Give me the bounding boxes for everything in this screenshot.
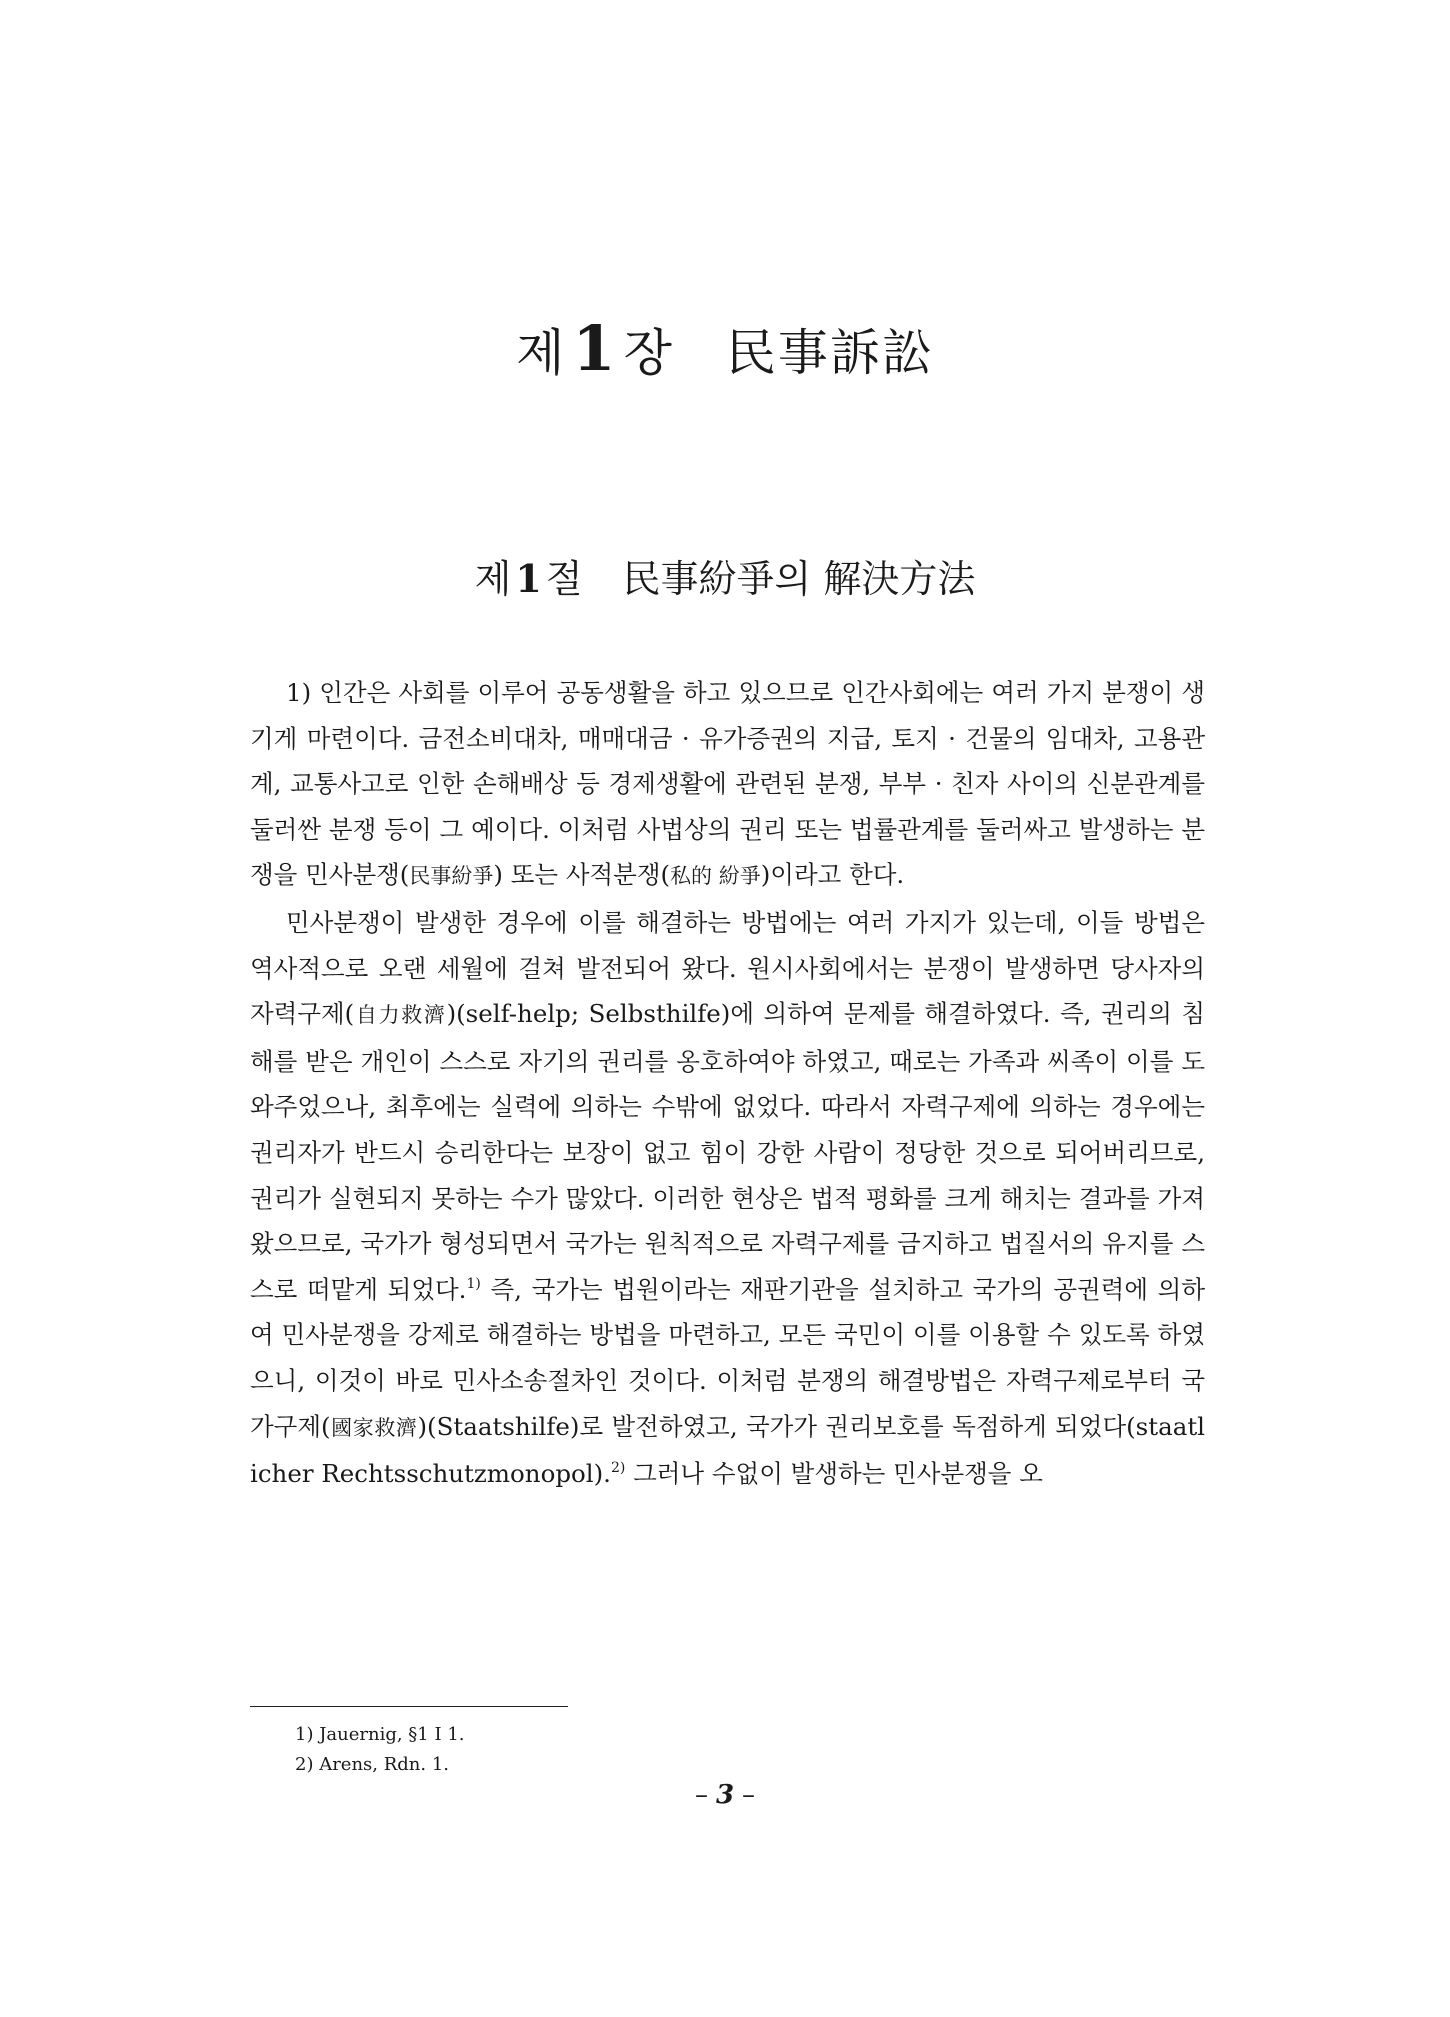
- paragraph-1-text-b: ) 또는 사적분쟁(: [493, 860, 671, 890]
- paragraph-1-text-c: )이라고 한다.: [760, 860, 905, 890]
- paragraph-2-text-e: 그러나 수없이 발생하는 민사분쟁을 오: [625, 1459, 1043, 1489]
- page-number: [0, 1780, 1450, 1810]
- paragraph-2: [250, 900, 1205, 1497]
- section-number: 1: [515, 556, 542, 601]
- footnote-divider: [250, 1706, 568, 1707]
- paragraph-2-text-a: 민사분쟁이 발생한 경우에 이를 해결하는 방법에는 여러 가지가 있는데, 이들 방법은 역사적으로 오랜 세월에 걸쳐 발전되어 왔다. 원시사회에서는 분쟁이 발생하면 당사자의 자력구제(: [250, 907, 1205, 1029]
- paragraph-2-text-c: 즉, 국가는 법원이라는 재판기관을 설치하고 국가의 공권력에 의하여 민사분쟁을 강제로 해결하는 방법을 마련하고, 모든 국민이 이를 이용할 수 있도록 하였으니, 이것이 바로 민사소송절차인 것이다. 이처럼 분쟁의 해결방법은 자력구제로부터 국가구제(: [250, 1274, 1205, 1441]
- paragraph-1-text-a: 1) 인간은 사회를 이루어 공동생활을 하고 있으므로 인간사회에는 여러 가지 분쟁이 생기게 마련이다. 금전소비대차, 매매대금 · 유가증권의 지급, 토지 · 건물의 임대차, 고용관계, 교통사고로 인한 손해배상 등 경제생활에 관련된 분쟁, 부부 · 친자 사이의 신분관계를 둘러싼 분쟁 등이 그 예이다. 이처럼 사법상의 권리 또는 법률관계를 둘러싸고 발생하는 분쟁을 민사분쟁(: [250, 678, 1205, 890]
- paragraph-2-text-d: )(Staatshilfe)로 발전하였고, 국가가 권리보호를 독점하게 되었다(staatlicher Rechtsschutzmonopol).: [250, 1411, 1205, 1489]
- footnote-ref-1[interactable]: 1): [466, 1275, 481, 1292]
- section-prefix: 제: [474, 557, 512, 601]
- section-suffix: 절: [545, 557, 583, 601]
- paragraph-2-hanja-b: 國家救濟: [330, 1415, 418, 1440]
- chapter-title: [0, 312, 1450, 385]
- footnote-1: 1) Jauernig, §1 Ⅰ 1.: [295, 1724, 465, 1745]
- page-number-dash-left: –: [694, 1780, 708, 1810]
- paragraph-2-hanja-a: 自力救濟: [354, 1003, 447, 1028]
- section-name: 民事紛爭의 解決方法: [622, 557, 976, 601]
- chapter-number: 1: [572, 312, 618, 385]
- paragraph-1-hanja-a: 民事紛爭: [409, 864, 494, 889]
- page-number-value: 3: [715, 1780, 735, 1810]
- footnotes: [295, 1720, 465, 1780]
- chapter-prefix: 제: [516, 324, 567, 382]
- paragraph-2-text-b: )(self-help; Selbsthilfe)에 의하여 문제를 해결하였다. 즉, 권리의 침해를 받은 개인이 스스로 자기의 권리를 옹호하여야 하였고, 때로는 가족과 씨족이 이를 도와주었으나, 최후에는 실력에 의하는 수밖에 없었다. 따라서 자력구제에 의하는 경우에는 권리자가 반드시 승리한다는 보장이 없고 힘이 강한 사람이 정당한 것으로 되어버리므로, 권리가 실현되지 못하는 수가 많았다. 이러한 현상은 법적 평화를 크게 해치는 결과를 가져왔으므로, 국가가 형성되면서 국가는 원칙적으로 자력구제를 금지하고 법질서의 유지를 스스로 떠맡게 되었다.: [250, 999, 1205, 1304]
- body-text: [250, 670, 1205, 1497]
- chapter-suffix: 장: [623, 324, 674, 382]
- chapter-name: 民事訴訟: [725, 324, 934, 382]
- page-number-dash-right: –: [742, 1780, 756, 1810]
- footnote-ref-2[interactable]: 2): [610, 1460, 626, 1477]
- paragraph-1: [250, 670, 1205, 900]
- paragraph-1-hanja-b: 私的 紛爭: [670, 864, 761, 889]
- footnote-2: 2) Arens, Rdn. 1.: [295, 1754, 450, 1775]
- section-title: [0, 548, 1450, 603]
